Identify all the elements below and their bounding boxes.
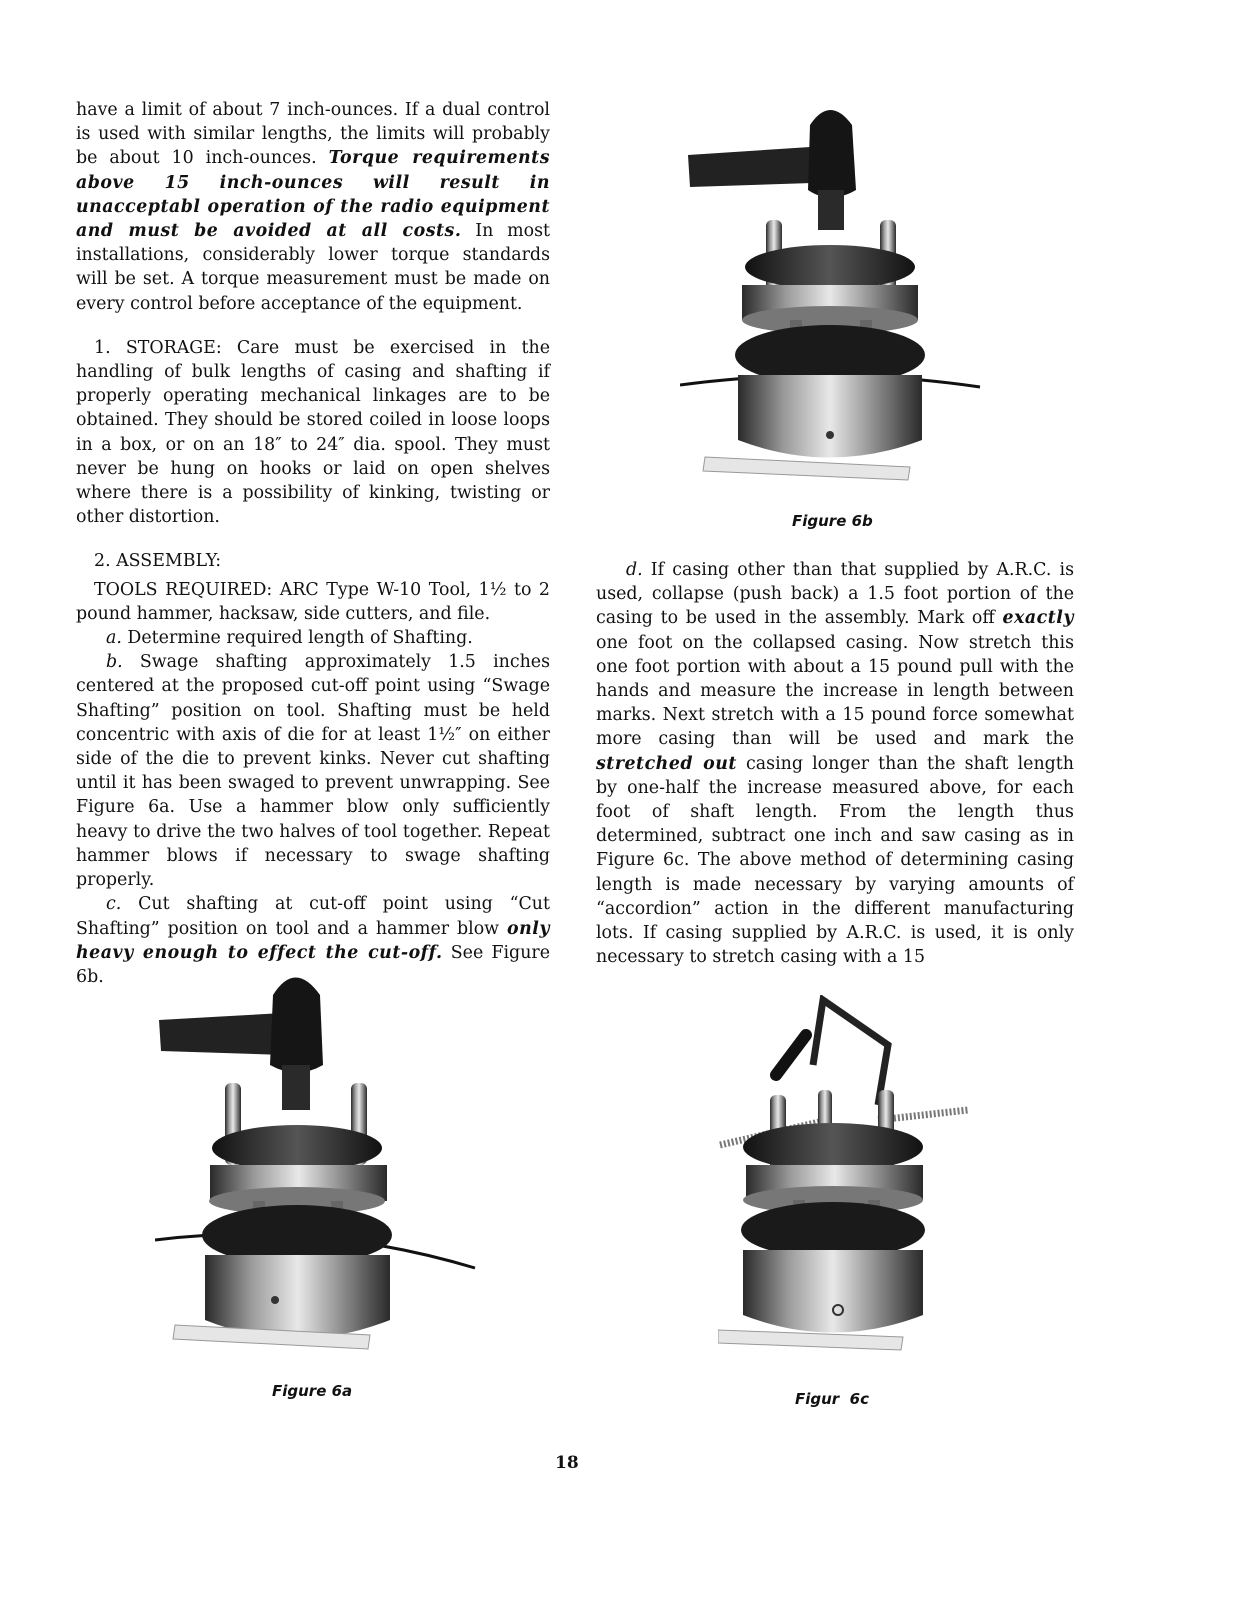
assembly-heading: 2. ASSEMBLY:	[94, 551, 222, 572]
left-column	[76, 98, 550, 989]
step-c: c. Cut shafting at cut-off point using “Cut Shafting” position on tool and a hammer blow only heavy enough to effect the cut-off. See Figure 6b.	[76, 894, 550, 987]
step-d: d. If casing other than that supplied by A.R.C. is used, collapse (push back) a 1.5 foot portion of the casing to be used in the assembly. Mark off exactly one foot on the collapsed casing. Now stretch this one foot portion with about a 15 pound pull with the hands and measure the increase in length between marks. Next stretch with a 15 pound force somewhat more casing than will be used and mark the stretched out casing longer than the shaft length by one-half the increase measured above, for each foot of shaft length. From the length thus determined, subtract one inch and saw casing as in Figure 6c. The above method of determining casing length is made necessary by varying amounts of “accordion” action in the different manufacturing lots. If casing supplied by A.R.C. is used, it is only necessary to stretch casing with a 15	[596, 560, 1074, 968]
figure-6a-caption: Figure 6a	[272, 1382, 353, 1400]
figure-6c-caption: Figur 6c	[795, 1390, 869, 1408]
tools-required: TOOLS REQUIRED: ARC Type W-10 Tool, 1½ to 2 pound hammer, hacksaw, side cutters, and file.	[76, 579, 550, 624]
paragraph-storage: 1. STORAGE: Care must be exercised in the handling of bulk lengths of casing and shafting if properly operating mechanical linkages are to be obtained. They should be stored coiled in loose loops in a box, or on an 18″ to 24″ dia. spool. They must never be hung on hooks or laid on open shelves where there is a possibility of kinking, twisting or other distortion.	[76, 337, 550, 528]
step-a: a. Determine required length of Shafting.	[106, 628, 473, 649]
torque-warning: Torque requirements above 15 inch-ounces will result in unacceptabl operation of the radio equipment and must be avoided at all costs.	[76, 148, 550, 242]
paragraph-torque: have a limit of about 7 inch-ounces. If a dual control is used with similar lengths, the limits will probably be about 10 inch-ounces. Torque requirements above 15 inch-ounces will result in unacceptabl operation of the radio equipment and must be avoided at all costs. In most installations, considerably lower torque standards will be set. A torque measurement must be made on every control before acceptance of the equipment.	[76, 100, 550, 314]
right-column	[596, 558, 1074, 969]
figure-6b-caption: Figure 6b	[792, 512, 873, 530]
figure-6c-photo	[718, 995, 973, 1360]
page-number: 18	[555, 1453, 579, 1473]
step-b: b. Swage shafting approximately 1.5 inches centered at the proposed cut-off point using “Swage Shafting” position on tool. Shafting must be held concentric with axis of die for at least 1½″ on either side of the die to prevent kinks. Never cut shafting until it has been swaged to prevent unwrapping. See Figure 6a. Use a hammer blow only sufficiently heavy to drive the two halves of tool together. Repeat hammer blows if necessary to swage shafting properly.	[76, 652, 550, 891]
figure-6b-photo	[680, 95, 1000, 490]
figure-6a-photo	[155, 965, 480, 1365]
